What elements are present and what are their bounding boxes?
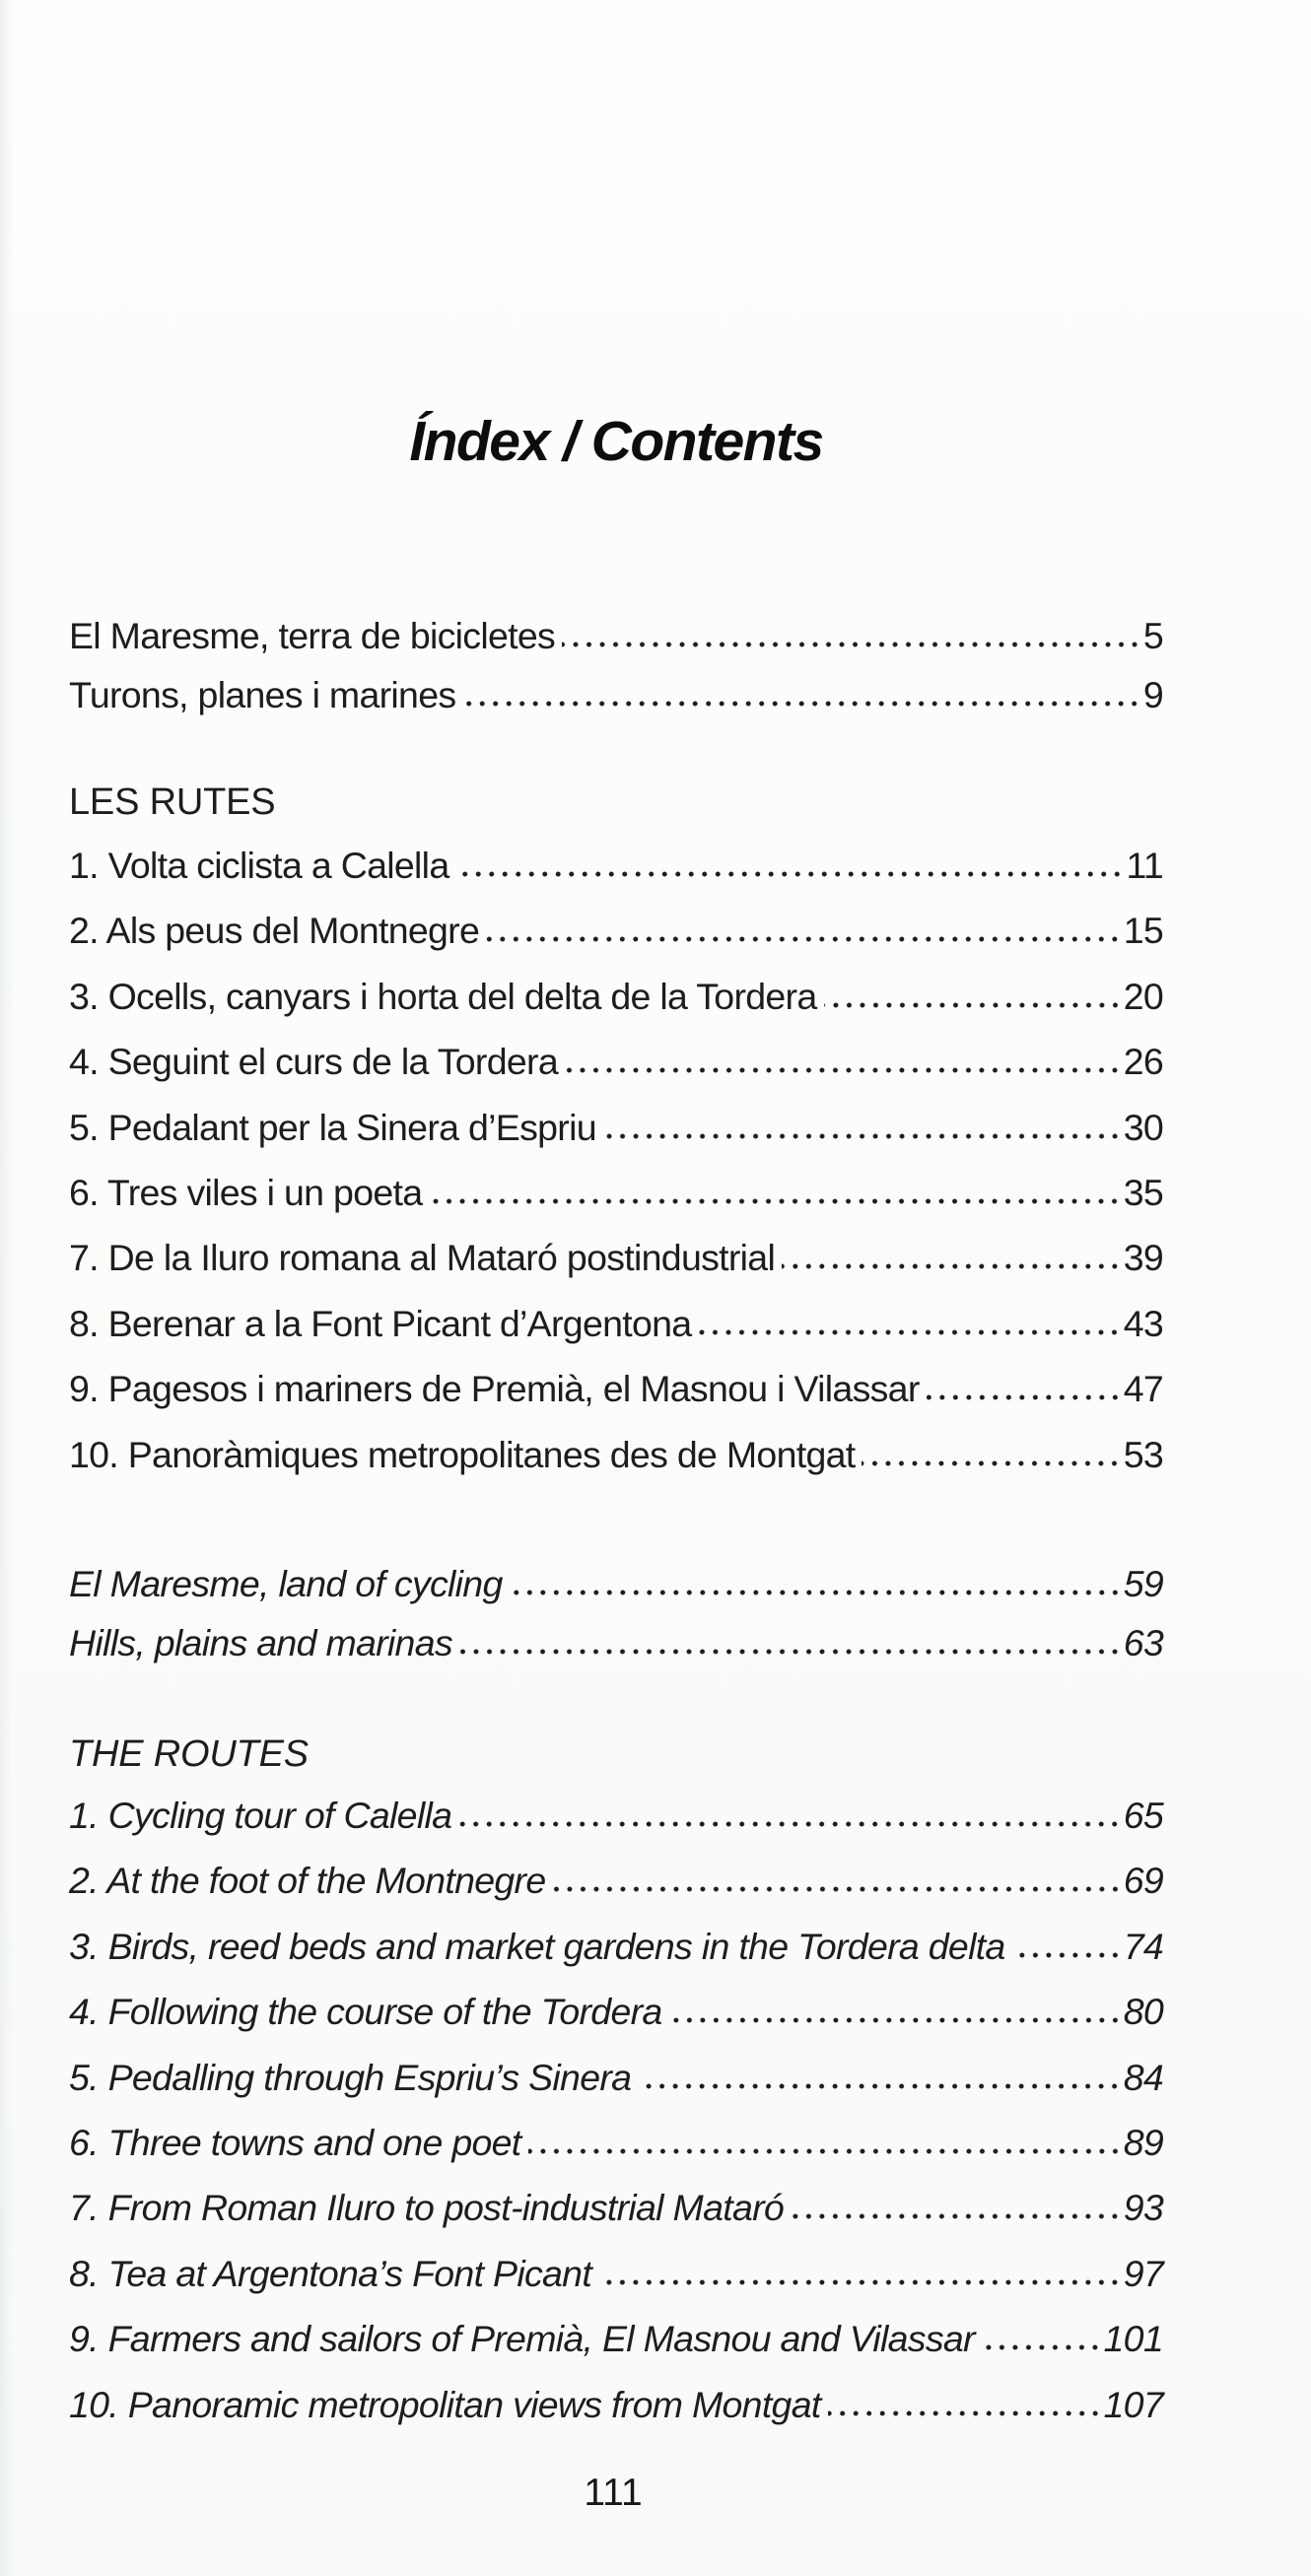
dot-leader: [562, 641, 1141, 648]
toc-entry-label: Turons, planes i marines: [69, 674, 456, 715]
toc-entry: [69, 606, 1163, 665]
toc-entry-label: 8. Tea at Argentona’s Font Picant: [69, 2252, 592, 2294]
dot-leader: [429, 1197, 1121, 1205]
toc-entry: [69, 1783, 1163, 1848]
folio-page-number: 111: [584, 2472, 643, 2514]
toc-entry-label: 9. Pagesos i mariners de Premià, el Masnou i Vilassar: [69, 1368, 920, 1410]
toc-entry: [69, 2372, 1163, 2437]
toc-entry: [69, 665, 1163, 724]
dot-leader: [565, 1066, 1122, 1074]
toc-entry-page: 97: [1123, 2252, 1163, 2294]
dot-leader: [982, 2343, 1102, 2351]
toc-entry: [69, 1291, 1163, 1356]
dot-leader: [638, 2082, 1121, 2090]
dot-leader: [782, 1262, 1122, 1270]
toc-entry-page: 63: [1123, 1622, 1163, 1663]
dot-leader: [1012, 1951, 1122, 1959]
toc-entry: [69, 1029, 1163, 1094]
toc-entry-page: 74: [1123, 1925, 1163, 1967]
dot-leader: [455, 870, 1124, 878]
toc-entry-page: 84: [1123, 2056, 1163, 2098]
toc-entry-label: 7. De la Iluro romana al Mataró postindustrial: [69, 1237, 776, 1279]
toc-entry-page: 101: [1103, 2318, 1163, 2360]
dot-leader: [598, 2278, 1122, 2286]
toc-entry-page: 26: [1123, 1041, 1163, 1083]
page-title: Índex / Contents: [409, 410, 823, 473]
toc-entry: [69, 1848, 1163, 1913]
toc-entry-label: 2. At the foot of the Montnegre: [69, 1860, 546, 1902]
dot-leader: [458, 1820, 1121, 1828]
toc-entry-label: 6. Tres viles i un poeta: [69, 1172, 423, 1214]
dot-leader: [824, 1001, 1122, 1009]
toc-entry: [69, 964, 1163, 1029]
toc-entry: [69, 2306, 1163, 2371]
english-routes-list: [69, 1783, 1163, 2437]
toc-entry-label: 1. Volta ciclista a Calella: [69, 845, 449, 886]
catalan-intro-list: [69, 606, 1163, 724]
dot-leader: [791, 2212, 1122, 2220]
toc-entry-label: 1. Cycling tour of Calella: [69, 1795, 452, 1836]
toc-entry-label: 10. Panoràmiques metropolitanes des de Montgat: [69, 1433, 856, 1475]
toc-entry: [69, 1979, 1163, 2044]
section-heading-the-routes: THE ROUTES: [69, 1733, 309, 1775]
toc-entry-page: 9: [1142, 674, 1163, 715]
dot-leader: [862, 1459, 1121, 1467]
toc-entry-page: 20: [1123, 975, 1163, 1017]
toc-entry-page: 39: [1123, 1237, 1163, 1279]
dot-leader: [927, 1393, 1122, 1401]
toc-entry-page: 15: [1123, 910, 1163, 952]
toc-entry-page: 5: [1142, 615, 1163, 656]
toc-entry-label: Hills, plains and marinas: [69, 1622, 452, 1663]
toc-entry-page: 11: [1126, 845, 1163, 886]
toc-entry-label: 3. Ocells, canyars i horta del delta de la Tordera: [69, 975, 817, 1017]
toc-entry-page: 65: [1123, 1795, 1163, 1836]
toc-entry-label: El Maresme, land of cycling: [69, 1563, 503, 1604]
dot-leader: [669, 2016, 1122, 2024]
toc-entry-label: El Maresme, terra de bicicletes: [69, 615, 556, 656]
dot-leader: [486, 935, 1122, 943]
dot-leader: [603, 1132, 1122, 1140]
toc-entry: [69, 1613, 1163, 1672]
toc-entry: [69, 1225, 1163, 1290]
toc-entry-page: 30: [1123, 1106, 1163, 1148]
toc-entry: [69, 1095, 1163, 1160]
toc-entry-page: 89: [1123, 2122, 1163, 2164]
toc-entry-label: 8. Berenar a la Font Picant d’Argentona: [69, 1302, 692, 1344]
toc-entry: [69, 1160, 1163, 1225]
toc-entry-label: 2. Als peus del Montnegre: [69, 910, 480, 952]
toc-entry: [69, 2110, 1163, 2175]
toc-entry-label: 9. Farmers and sailors of Premià, El Masnou and Vilassar: [69, 2318, 975, 2360]
toc-entry-label: 3. Birds, reed beds and market gardens in the Tordera delta: [69, 1925, 1005, 1967]
toc-entry-page: 107: [1103, 2383, 1163, 2425]
dot-leader: [828, 2409, 1102, 2417]
toc-entry: [69, 2241, 1163, 2306]
toc-entry-page: 35: [1123, 1172, 1163, 1214]
toc-entry: [69, 2175, 1163, 2240]
dot-leader: [698, 1328, 1121, 1336]
toc-entry: [69, 1422, 1163, 1487]
toc-entry: [69, 898, 1163, 963]
toc-entry-page: 47: [1123, 1368, 1163, 1410]
toc-entry-page: 93: [1123, 2187, 1163, 2229]
toc-entry-page: 59: [1123, 1563, 1163, 1604]
toc-entry-label: 4. Following the course of the Tordera: [69, 1991, 662, 2033]
toc-entry-label: 7. From Roman Iluro to post-industrial Mataró: [69, 2187, 785, 2229]
toc-entry: [69, 833, 1163, 898]
toc-entry-page: 69: [1123, 1860, 1163, 1902]
toc-entry-page: 53: [1123, 1433, 1163, 1475]
toc-entry: [69, 1914, 1163, 1979]
dot-leader: [459, 1648, 1122, 1656]
catalan-routes-list: [69, 833, 1163, 1487]
dot-leader: [510, 1589, 1122, 1596]
toc-entry: [69, 1554, 1163, 1613]
toc-entry-label: 5. Pedalant per la Sinera d’Espriu: [69, 1106, 596, 1148]
toc-entry-label: 4. Seguint el curs de la Tordera: [69, 1041, 558, 1083]
toc-entry-page: 43: [1123, 1302, 1163, 1344]
english-intro-list: [69, 1554, 1163, 1672]
toc-entry-label: 10. Panoramic metropolitan views from Montgat: [69, 2383, 821, 2425]
toc-entry-label: 6. Three towns and one poet: [69, 2122, 521, 2164]
toc-entry: [69, 2045, 1163, 2110]
toc-entry-page: 80: [1123, 1991, 1163, 2033]
toc-entry: [69, 1356, 1163, 1421]
dot-leader: [553, 1885, 1122, 1893]
dot-leader: [528, 2147, 1122, 2155]
toc-entry-label: 5. Pedalling through Espriu’s Sinera: [69, 2056, 632, 2098]
dot-leader: [462, 700, 1140, 708]
section-heading-les-rutes: LES RUTES: [69, 781, 276, 823]
